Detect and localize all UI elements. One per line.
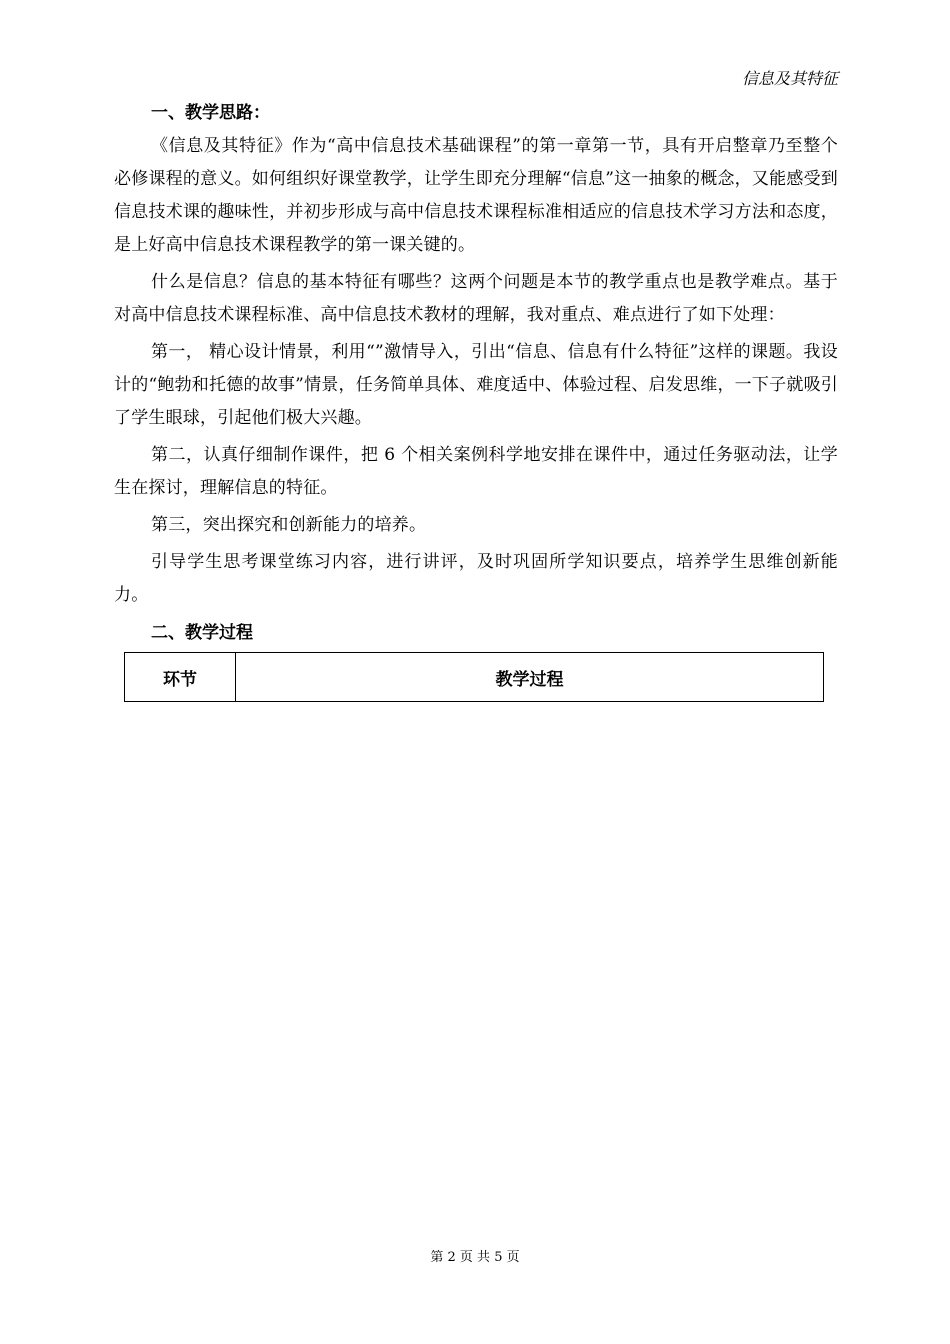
page-footer: 第 2 页 共 5 页 <box>430 1250 520 1265</box>
paragraph-third-step: 第三，突出探究和创新能力的培养。 <box>151 515 427 535</box>
section-heading-teaching-process: 二、教学过程 <box>151 623 253 643</box>
paragraph-intro: 《信息及其特征》作为“高中信息技术基础课程”的第一章第一节，具有开启整章乃至整个必修课程的意义。如何组织好课堂教学，让学生即充分理解“信息”这一抽象的概念，又能感受到信息技术课的趣味性，并初步形成与高中信息技术课程标准相适应的信息技术学习方法和态度，是上好高中信息技术课程教学的第一课关键的。 <box>114 136 838 255</box>
table-header-row <box>125 653 824 702</box>
paragraph-key-points: 什么是信息？信息的基本特征有哪些？这两个问题是本节的教学重点也是教学难点。基于对高中信息技术课程标准、高中信息技术教材的理解，我对重点、难点进行了如下处理： <box>114 272 838 325</box>
running-header-title: 信息及其特征 <box>741 69 838 88</box>
paragraph-first-step: 第一， 精心设计情景，利用“”激情导入，引出“信息、信息有什么特征”这样的课题。我设计的“鲍勃和托德的故事”情景，任务简单具体、难度适中、体验过程、启发思维，一下子就吸引了学生眼球，引起他们极大兴趣。 <box>114 342 838 428</box>
table-header-stage: 环节 <box>125 653 236 702</box>
teaching-process-table <box>124 652 824 702</box>
section-heading-teaching-approach: 一、教学思路： <box>151 103 270 123</box>
paragraph-guidance: 引导学生思考课堂练习内容，进行讲评，及时巩固所学知识要点，培养学生思维创新能力。 <box>114 552 838 605</box>
table-header-process: 教学过程 <box>236 653 824 702</box>
paragraph-second-step: 第二，认真仔细制作课件，把 6 个相关案例科学地安排在课件中，通过任务驱动法，让学生在探讨，理解信息的特征。 <box>114 445 838 498</box>
document-body <box>114 100 838 702</box>
